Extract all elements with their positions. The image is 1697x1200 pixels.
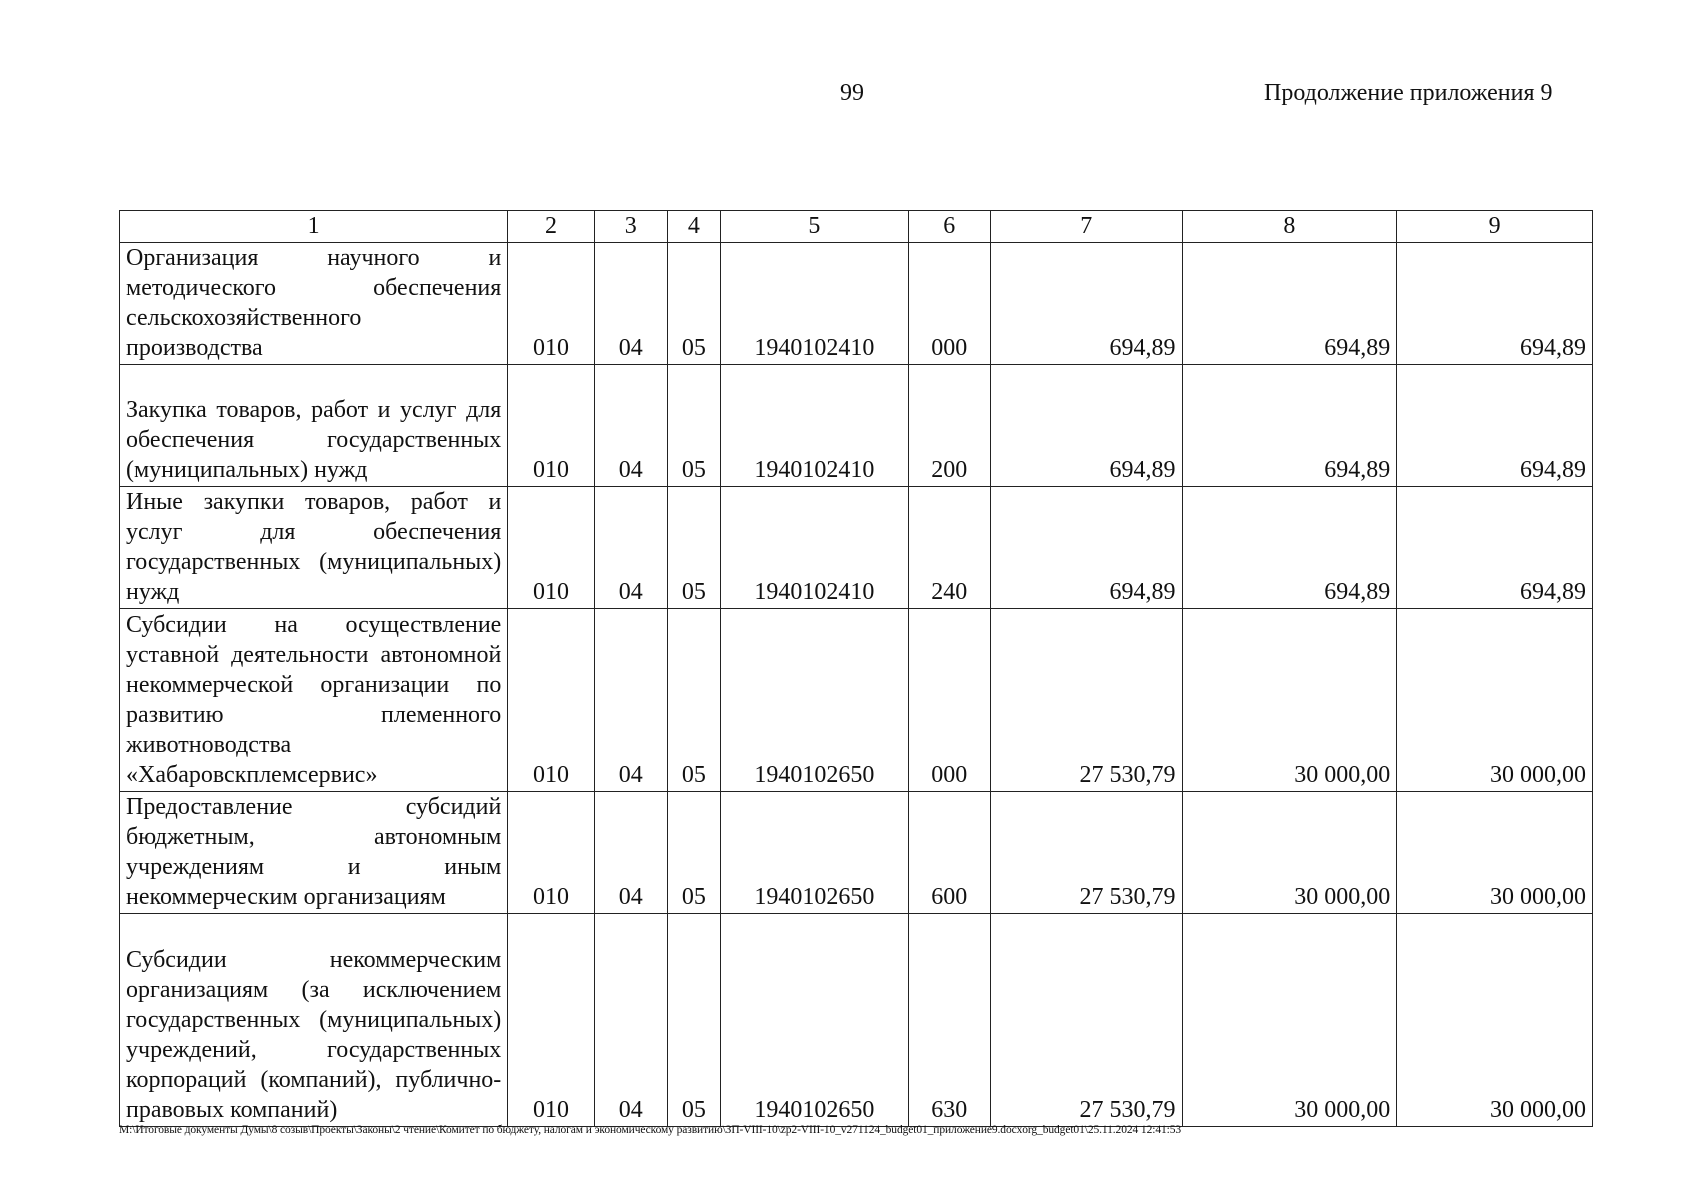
target-article-cell: 1940102410 [721, 243, 909, 365]
amount-col7-cell: 27 530,79 [990, 792, 1182, 914]
subsection-cell: 05 [667, 487, 720, 609]
table-row [120, 365, 1593, 487]
expense-type-cell: 630 [908, 914, 990, 1127]
ministry-code-cell: 010 [508, 487, 594, 609]
amount-col7-cell: 694,89 [990, 365, 1182, 487]
expense-type-cell: 600 [908, 792, 990, 914]
amount-col8-cell: 694,89 [1182, 365, 1397, 487]
expense-type-cell: 000 [908, 609, 990, 792]
column-header: 4 [667, 211, 720, 243]
row-name-cell: Организация научного и методического обеспечения сельскохозяйственного производства [120, 243, 508, 365]
amount-col9-cell: 30 000,00 [1397, 609, 1593, 792]
column-header: 7 [990, 211, 1182, 243]
column-header: 3 [594, 211, 667, 243]
table-row [120, 243, 1593, 365]
subsection-cell: 05 [667, 365, 720, 487]
amount-col8-cell: 30 000,00 [1182, 792, 1397, 914]
row-name-cell: Иные закупки товаров, работ и услуг для обеспечения государственных (муниципальных) нужд [120, 487, 508, 609]
ministry-code-cell: 010 [508, 365, 594, 487]
target-article-cell: 1940102410 [721, 487, 909, 609]
column-header: 2 [508, 211, 594, 243]
table-row [120, 914, 1593, 1127]
row-name-cell: Субсидии некоммерческим организациям (за исключением государственных (муниципальных) учреждений, государственных корпораций (компаний), публично-правовых компаний) [120, 914, 508, 1127]
subsection-cell: 05 [667, 914, 720, 1127]
expense-type-cell: 000 [908, 243, 990, 365]
target-article-cell: 1940102650 [721, 609, 909, 792]
row-name-cell: Предоставление субсидий бюджетным, автономным учреждениям и иным некоммерческим организациям [120, 792, 508, 914]
budget-table [119, 210, 1593, 1127]
column-header: 6 [908, 211, 990, 243]
amount-col8-cell: 694,89 [1182, 243, 1397, 365]
amount-col7-cell: 694,89 [990, 243, 1182, 365]
column-header: 9 [1397, 211, 1593, 243]
document-path-footer: М:\Итоговые документы Думы\8 созыв\Проекты\Законы\2 чтение\Комитет по бюджету, налогам и экономическому развитию\ЗП-VIII-10\zp2-VIII-10_v271124_budget01_приложение9.docxorg_budget01\25.11.2024 12:41:53 [119, 1124, 1182, 1136]
section-cell: 04 [594, 792, 667, 914]
ministry-code-cell: 010 [508, 609, 594, 792]
table-row [120, 792, 1593, 914]
target-article-cell: 1940102650 [721, 792, 909, 914]
appendix-continuation-header: Продолжение приложения 9 [1264, 80, 1553, 106]
section-cell: 04 [594, 365, 667, 487]
amount-col7-cell: 27 530,79 [990, 914, 1182, 1127]
page-number: 99 [840, 80, 864, 106]
amount-col9-cell: 694,89 [1397, 243, 1593, 365]
row-name-cell: Субсидии на осуществление уставной деятельности автономной некоммерческой организации по развитию племенного животноводства «Хабаровскплемсервис» [120, 609, 508, 792]
target-article-cell: 1940102650 [721, 914, 909, 1127]
ministry-code-cell: 010 [508, 792, 594, 914]
section-cell: 04 [594, 914, 667, 1127]
column-header: 1 [120, 211, 508, 243]
amount-col7-cell: 27 530,79 [990, 609, 1182, 792]
amount-col9-cell: 30 000,00 [1397, 792, 1593, 914]
amount-col9-cell: 694,89 [1397, 365, 1593, 487]
target-article-cell: 1940102410 [721, 365, 909, 487]
amount-col7-cell: 694,89 [990, 487, 1182, 609]
expense-type-cell: 200 [908, 365, 990, 487]
expense-type-cell: 240 [908, 487, 990, 609]
subsection-cell: 05 [667, 609, 720, 792]
column-header: 5 [721, 211, 909, 243]
amount-col8-cell: 30 000,00 [1182, 914, 1397, 1127]
table-row [120, 609, 1593, 792]
table-row [120, 487, 1593, 609]
amount-col9-cell: 694,89 [1397, 487, 1593, 609]
amount-col8-cell: 30 000,00 [1182, 609, 1397, 792]
section-cell: 04 [594, 609, 667, 792]
ministry-code-cell: 010 [508, 914, 594, 1127]
column-number-row [120, 211, 1593, 243]
amount-col9-cell: 30 000,00 [1397, 914, 1593, 1127]
row-name-cell: Закупка товаров, работ и услуг для обеспечения государственных (муниципальных) нужд [120, 365, 508, 487]
amount-col8-cell: 694,89 [1182, 487, 1397, 609]
section-cell: 04 [594, 243, 667, 365]
ministry-code-cell: 010 [508, 243, 594, 365]
section-cell: 04 [594, 487, 667, 609]
subsection-cell: 05 [667, 792, 720, 914]
subsection-cell: 05 [667, 243, 720, 365]
column-header: 8 [1182, 211, 1397, 243]
